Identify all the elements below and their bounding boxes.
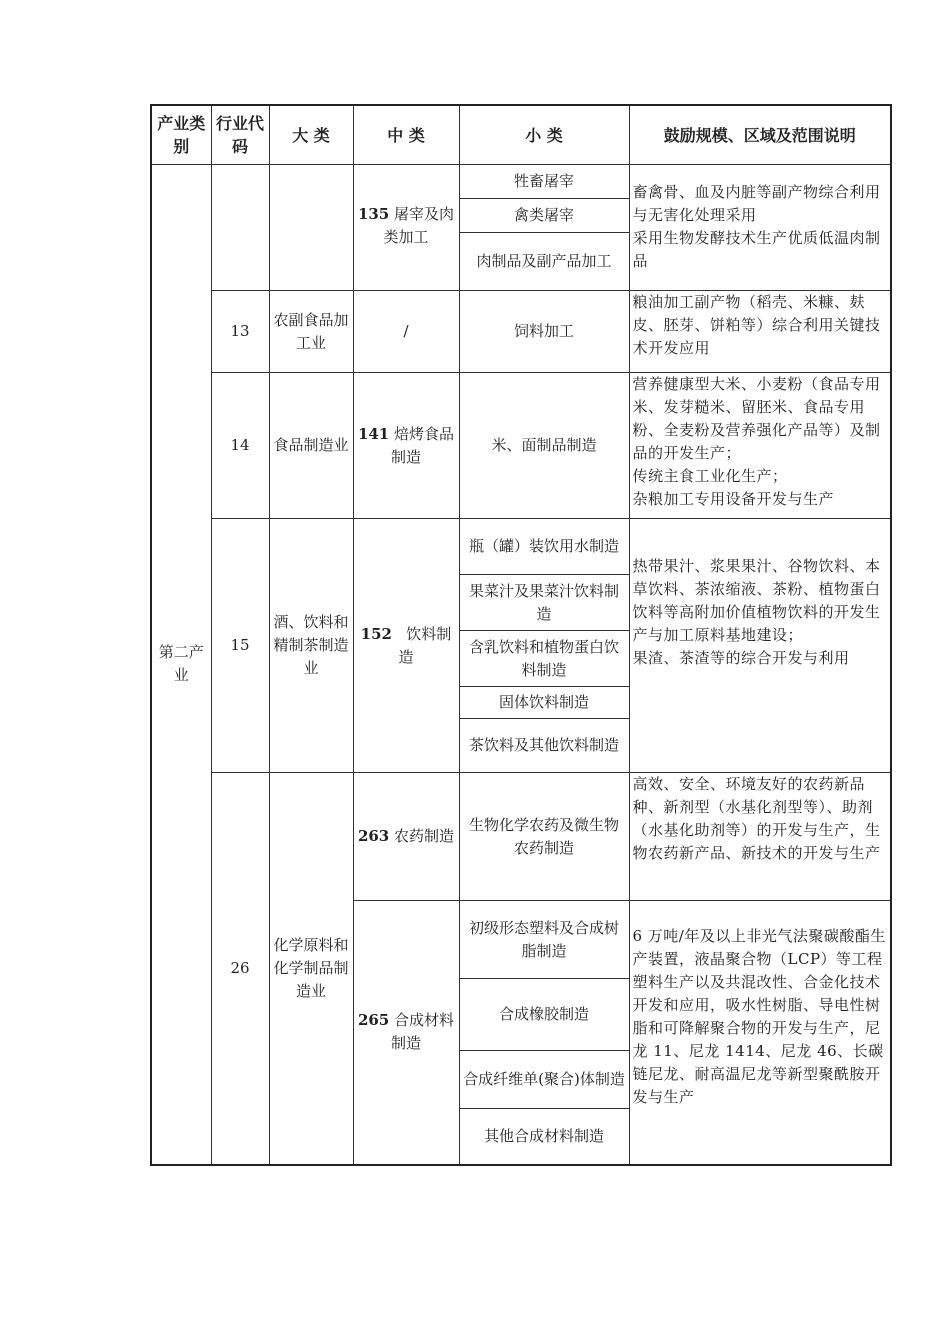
description-cell xyxy=(629,373,891,519)
mid-class-name: / xyxy=(403,322,409,340)
mid-class-name: 饮料制造 xyxy=(398,624,452,666)
mid-class-cell xyxy=(353,373,459,519)
minor-class-cell: 初级形态塑料及合成树脂制造 xyxy=(459,901,629,979)
industry-code-cell: 14 xyxy=(211,373,269,519)
description-cell xyxy=(629,773,891,901)
description-line: 高效、安全、环境友好的农药新品种、新剂型（水基化剂型等）、助剂（水基化助剂等）的开发与生产，生物农药新产品、新技术的开发与生产 xyxy=(632,775,881,862)
minor-class-cell: 果菜汁及果菜汁饮料制造 xyxy=(459,575,629,631)
header-major-class: 大 类 xyxy=(269,105,353,165)
description-line: 热带果汁、浆果果汁、谷物饮料、本草饮料、茶浓缩液、茶粉、植物蛋白饮料等高附加价值植物饮料的开发生产与加工原料基地建设； xyxy=(632,557,881,644)
mid-class-cell xyxy=(353,291,459,373)
header-minor-class: 小 类 xyxy=(459,105,629,165)
industry-code-cell: 15 xyxy=(211,519,269,773)
minor-class-cell: 牲畜屠宰 xyxy=(459,165,629,199)
minor-class-cell: 合成纤维单(聚合)体制造 xyxy=(459,1051,629,1109)
description-line: 6 万吨/年及以上非光气法聚碳酸酯生产装置，液晶聚合物（LCP）等工程塑料生产以及共混改性、合金化技术开发和应用，吸水性树脂、导电性树脂和可降解聚合物的开发与生产，尼龙 11、尼龙 1414、尼龙 46、长碳链尼龙、耐高温尼龙等新型聚酰胺开发与生产 xyxy=(632,927,886,1106)
mid-class-name: 焙烤食品制造 xyxy=(390,424,455,466)
mid-class-cell xyxy=(353,901,459,1165)
industry-code-cell: 26 xyxy=(211,773,269,1165)
industry-table xyxy=(150,104,892,1166)
mid-class-name: 合成材料制造 xyxy=(390,1011,455,1053)
description-line: 杂粮加工专用设备开发与生产 xyxy=(632,490,835,508)
mid-class-name: 屠宰及肉类加工 xyxy=(383,205,455,246)
header-industry-category: 产业类别 xyxy=(151,105,211,165)
table-row xyxy=(151,165,891,199)
header-description: 鼓励规模、区域及范围说明 xyxy=(629,105,891,165)
minor-class-cell: 肉制品及副产品加工 xyxy=(459,233,629,291)
industry-code-cell xyxy=(211,165,269,291)
table-row xyxy=(151,773,891,901)
description-line: 果渣、茶渣等的综合开发与利用 xyxy=(632,649,850,667)
minor-class-cell: 茶饮料及其他饮料制造 xyxy=(459,719,629,773)
mid-class-code: 263 xyxy=(357,827,390,845)
minor-class-cell: 合成橡胶制造 xyxy=(459,979,629,1051)
mid-class-code: 135 xyxy=(357,205,390,223)
table-row xyxy=(151,373,891,519)
mid-class-cell xyxy=(353,773,459,901)
table-row xyxy=(151,519,891,575)
header-industry-code: 行业代码 xyxy=(211,105,269,165)
industry-category-cell: 第二产业 xyxy=(151,165,211,1165)
description-cell xyxy=(629,519,891,773)
mid-class-code: 265 xyxy=(357,1011,390,1030)
description-cell xyxy=(629,165,891,291)
major-class-cell: 酒、饮料和精制茶制造业 xyxy=(269,519,353,773)
description-line: 采用生物发酵技术生产优质低温肉制品 xyxy=(632,229,881,270)
description-line: 传统主食工业化生产； xyxy=(632,467,788,485)
table-header-row xyxy=(151,105,891,165)
major-class-cell: 食品制造业 xyxy=(269,373,353,519)
mid-class-name: 农药制造 xyxy=(394,827,455,845)
description-cell xyxy=(629,291,891,373)
minor-class-cell: 含乳饮料和植物蛋白饮料制造 xyxy=(459,631,629,687)
minor-class-cell: 生物化学农药及微生物农药制造 xyxy=(459,773,629,901)
description-line: 营养健康型大米、小麦粉（食品专用米、发芽糙米、留胚米、食品专用粉、全麦粉及营养强化产品等）及制品的开发生产； xyxy=(632,375,881,462)
table-row xyxy=(151,291,891,373)
description-line: 粮油加工副产物（稻壳、米糠、麸皮、胚芽、饼粕等）综合利用关键技术开发应用 xyxy=(632,293,881,357)
header-mid-class: 中 类 xyxy=(353,105,459,165)
mid-class-cell xyxy=(353,519,459,773)
major-class-cell: 化学原料和化学制品制造业 xyxy=(269,773,353,1165)
description-cell xyxy=(629,901,891,1165)
mid-class-code: 141 xyxy=(357,424,390,443)
minor-class-cell: 瓶（罐）装饮用水制造 xyxy=(459,519,629,575)
mid-class-cell xyxy=(353,165,459,291)
minor-class-cell: 固体饮料制造 xyxy=(459,687,629,719)
minor-class-cell: 禽类屠宰 xyxy=(459,199,629,233)
minor-class-cell: 饲料加工 xyxy=(459,291,629,373)
major-class-cell: 农副食品加工业 xyxy=(269,291,353,373)
minor-class-cell: 米、面制品制造 xyxy=(459,373,629,519)
major-class-cell xyxy=(269,165,353,291)
industry-code-cell: 13 xyxy=(211,291,269,373)
description-line: 畜禽骨、血及内脏等副产物综合利用与无害化处理采用 xyxy=(632,183,881,224)
mid-class-code: 152 xyxy=(360,624,392,643)
minor-class-cell: 其他合成材料制造 xyxy=(459,1109,629,1165)
